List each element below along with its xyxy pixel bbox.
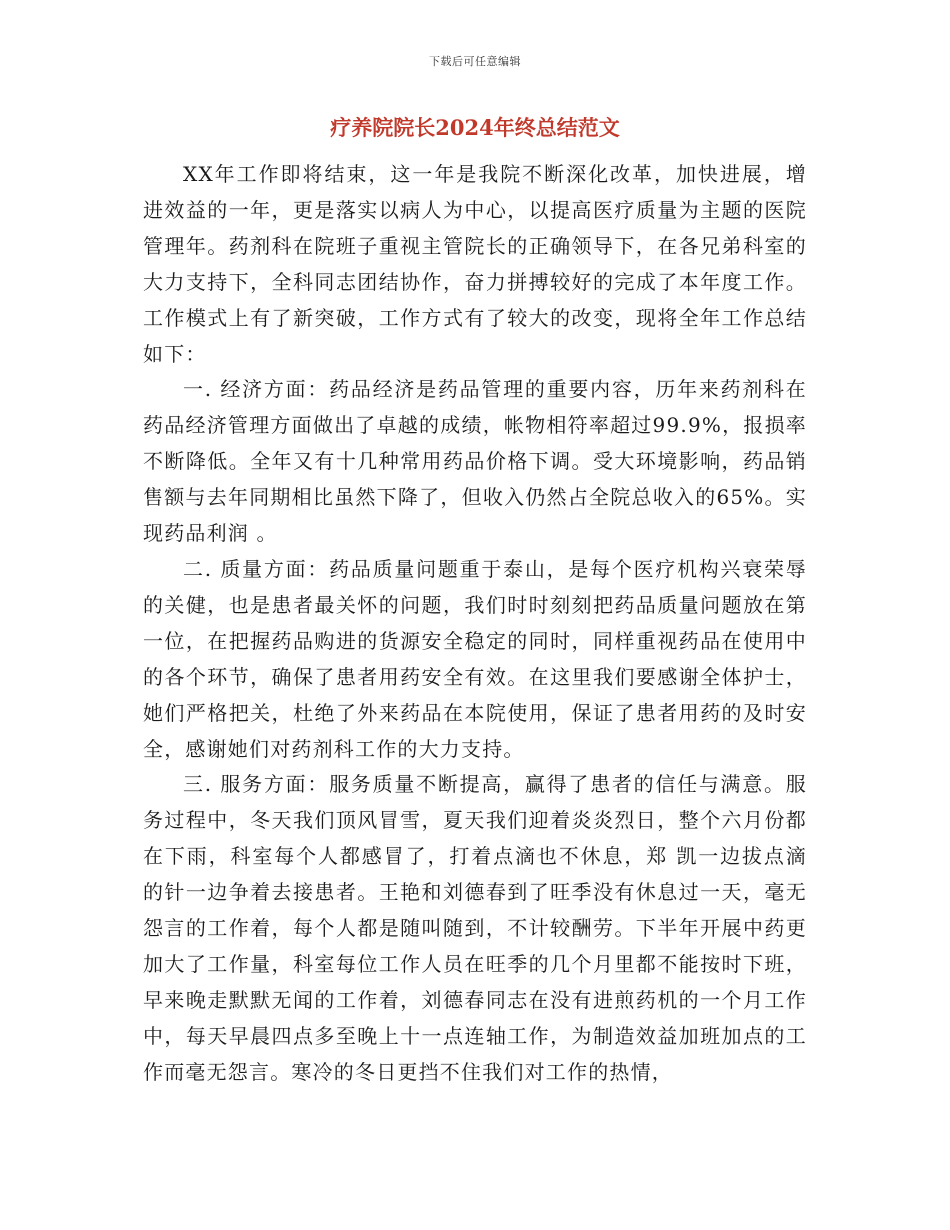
page-header-note: 下载后可任意编辑 <box>429 55 521 68</box>
document-body <box>143 157 807 1091</box>
document-title: 疗养院院长2024年终总结范文 <box>330 115 620 140</box>
paragraph-intro: XX年工作即将结束，这一年是我院不断深化改革，加快进展，增进效益的一年，更是落实以病人为中心，以提高医疗质量为主题的医院管理年。药剂科在院班子重视主管院长的正确领导下，在各兄弟科室的大力支持下，全科同志团结协作，奋力拼搏较好的完成了本年度工作。工作模式上有了新突破，工作方式有了较大的改变，现将全年工作总结如下： <box>143 162 807 366</box>
paragraph-economy: 一. 经济方面：药品经济是药品管理的重要内容，历年来药剂科在药品经济管理方面做出了卓越的成绩，帐物相符率超过99.9%，报损率不断降低。全年又有十几种常用药品价格下调。受大环境影响，药品销售额与去年同期相比虽然下降了，但收入仍然占全院总收入的65%。实现药品利润 。 <box>143 377 807 546</box>
paragraph-service: 三. 服务方面：服务质量不断提高，赢得了患者的信任与满意。服务过程中，冬天我们顶风冒雪，夏天我们迎着炎炎烈日，整个六月份都在下雨，科室每个人都感冒了，打着点滴也不休息，郑 凯一边拔点滴的针一边争着去接患者。王艳和刘德春到了旺季没有休息过一天，毫无怨言的工作着，每个人都是随叫随到，不计较酬劳。下半年开展中药更加大了工作量，科室每位工作人员在旺季的几个月里都不能按时下班，早来晚走默默无闻的工作着，刘德春同志在没有进煎药机的一个月工作中，每天早晨四点多至晚上十一点连轴工作，为制造效益加班加点的工作而毫无怨言。寒冷的冬日更挡不住我们对工作的热情， <box>143 772 807 1084</box>
paragraph-quality: 二. 质量方面：药品质量问题重于泰山，是每个医疗机构兴衰荣辱的关健，也是患者最关怀的问题，我们时时刻刻把药品质量问题放在第一位，在把握药品购进的货源安全稳定的同时，同样重视药品在使用中的各个环节，确保了患者用药安全有效。在这里我们要感谢全体护士，她们严格把关，杜绝了外来药品在本院使用，保证了患者用药的及时安全，感谢她们对药剂科工作的大力支持。 <box>143 556 807 761</box>
